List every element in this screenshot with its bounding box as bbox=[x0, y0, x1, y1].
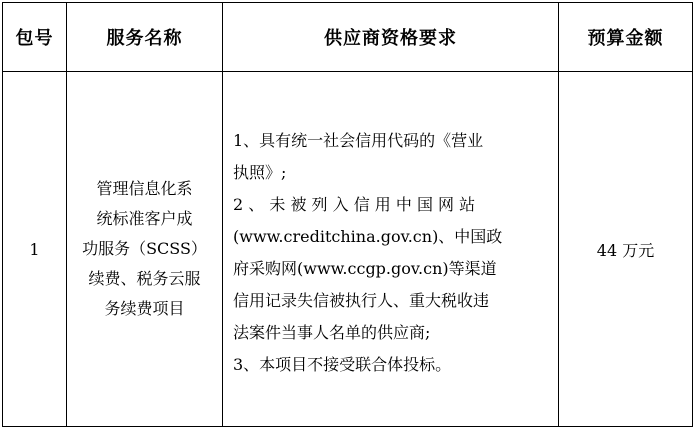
header-row bbox=[3, 3, 693, 72]
service-name-line: 管理信息化系 bbox=[96, 179, 193, 198]
header-package-no: 包号 bbox=[3, 3, 67, 72]
budget-cell: 44 万元 bbox=[559, 72, 693, 427]
requirement-line: 法案件当事人名单的供应商; bbox=[233, 323, 431, 342]
requirement-line: (www.creditchina.gov.cn)、中国政 bbox=[233, 227, 503, 246]
service-name-line: 统标准客户成 bbox=[96, 209, 193, 228]
service-name-line: 续费、税务云服 bbox=[88, 269, 201, 288]
package-no-cell: 1 bbox=[3, 72, 67, 427]
procurement-table bbox=[2, 2, 693, 427]
requirement-line: 府采购网(www.ccgp.gov.cn)等渠道 bbox=[233, 259, 497, 278]
header-service-name: 服务名称 bbox=[67, 3, 223, 72]
supplier-requirements-cell bbox=[223, 72, 559, 427]
header-budget: 预算金额 bbox=[559, 3, 693, 72]
table-row bbox=[3, 72, 693, 427]
requirement-line: 2 、 未 被 列 入 信 用 中 国 网 站 bbox=[233, 195, 476, 214]
requirement-line: 执照》; bbox=[233, 163, 287, 182]
header-supplier-requirements: 供应商资格要求 bbox=[223, 3, 559, 72]
requirement-line: 信用记录失信被执行人、重大税收违 bbox=[233, 291, 490, 310]
requirement-line: 3、本项目不接受联合体投标。 bbox=[233, 355, 452, 374]
requirement-line: 1、具有统一社会信用代码的《营业 bbox=[233, 131, 484, 150]
service-name-line: 功服务（SCSS） bbox=[82, 239, 207, 258]
service-name-line: 务续费项目 bbox=[104, 299, 185, 318]
procurement-table-container bbox=[2, 2, 692, 427]
service-name-cell bbox=[67, 72, 223, 427]
